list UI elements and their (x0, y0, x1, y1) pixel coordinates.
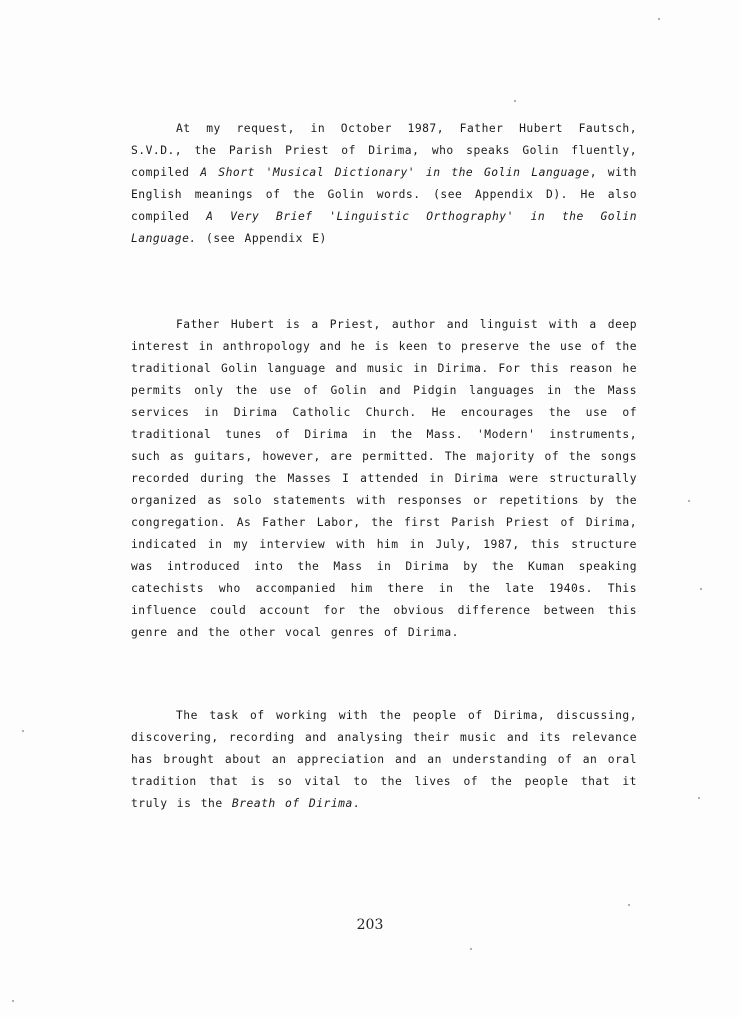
scan-speck (658, 18, 660, 20)
page-number: 203 (356, 917, 384, 933)
scan-speck (12, 1000, 14, 1002)
paragraph-1-text (131, 118, 637, 250)
paragraph-1 (131, 118, 637, 250)
paragraph-3 (131, 705, 637, 815)
scan-speck (698, 797, 700, 799)
paragraph-2-text: Father Hubert is a Priest, author and linguist with a deep interest in anthropology and he is keen to preserve the use of the traditional Golin language and music in Dirima. For this reason he permits only the use of Golin and Pidgin languages in the Mass services in Dirima Catholic Church. He encourages the use of traditional tunes of Dirima in the Mass. 'Modern' instruments, such as guitars, however, are permitted. The majority of the songs recorded during the Masses I attended in Dirima were structurally organized as solo statements with responses or repetitions by the congregation. As Father Labor, the first Parish Priest of Dirima, indicated in my interview with him in July, 1987, this structure was introduced into the Mass in Dirima by the Kuman speaking catechists who accompanied him there in the late 1940s. This influence could account for the obvious difference between this genre and the other vocal genres of Dirima. (131, 318, 637, 639)
scan-speck (628, 904, 630, 906)
paragraph-3-title-breath-of-dirima: Breath of Dirima (231, 797, 353, 810)
paragraph-3-segment-3: . (352, 797, 361, 810)
scan-speck (688, 500, 690, 502)
scan-speck (514, 100, 516, 102)
scan-speck (470, 948, 472, 950)
scan-speck (22, 730, 24, 732)
scan-speck (700, 588, 702, 590)
paragraph-1-segment-1: At my request, in October 1987, Father Hubert Fautsch, S.V.D., the Parish Priest of Dirima, who speaks Golin fluently, compiled (131, 122, 637, 179)
paragraph-3-segment-1: The task of working with the people of Dirima, discussing, discovering, recording and analysing their music and its relevance has brought about an appreciation and an understanding of an oral tradition that is so vital to the lives of the people that it truly is the (131, 709, 637, 810)
paragraph-2 (131, 314, 637, 644)
paragraph-1-title-linguistic-orthography: A Very Brief 'Linguistic Orthography' in the Golin Language. (131, 210, 637, 245)
paragraph-3-text (131, 705, 637, 815)
paragraph-1-title-musical-dictionary: A Short 'Musical Dictionary' in the Golin Language (200, 166, 590, 179)
paragraph-1-segment-5: (see Appendix E) (196, 232, 327, 245)
paragraph-1-segment-3: , with English meanings of the Golin words. (see Appendix D). He also compiled (131, 166, 637, 223)
